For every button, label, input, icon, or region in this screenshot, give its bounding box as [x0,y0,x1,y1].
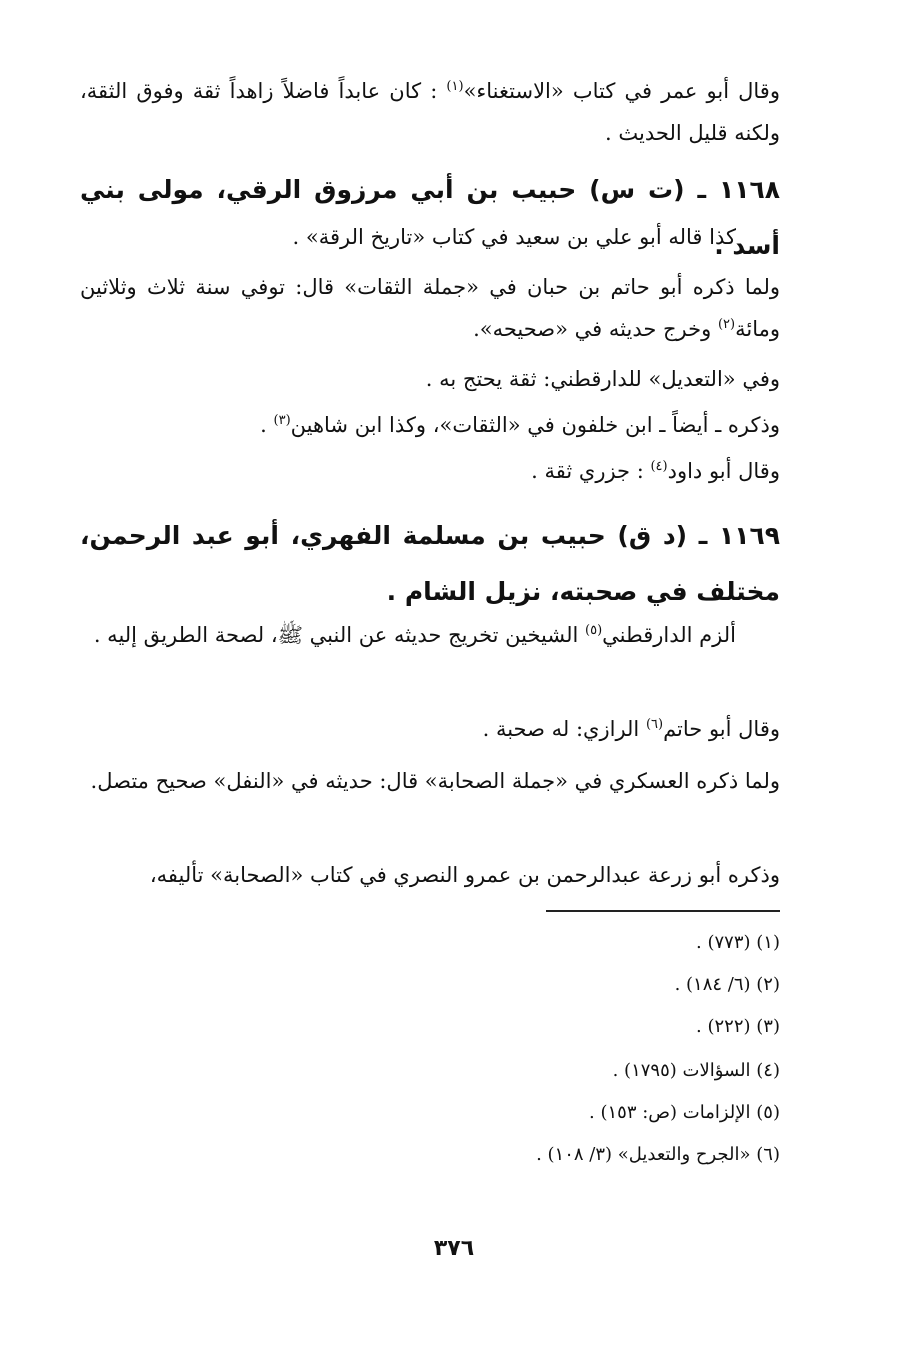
paragraph-abu-ali: كذا قاله أبو علي بن سعيد في كتاب «تاريخ الرقة» . [292,225,736,249]
footnote-ref-4: (٤) [650,459,668,474]
footnote-ref-1: (١) [446,79,464,94]
entry-heading-1168: ١١٦٨ ـ (ت س) حبيب بن أبي مرزوق الرقي، مولى بني أسد . [80,175,780,260]
footnote-5: (٥) الإلزامات (ص: ١٥٣) . [589,1102,780,1123]
footnote-2: (٢) (٦/ ١٨٤) . [674,974,780,995]
paragraph-ibn-khalfun: وذكره ـ أيضاً ـ ابن خلفون في «الثقات»، وكذا ابن شاهين$^{(٣)}$ . [260,413,780,437]
paragraph-daraqutni-tadil: وفي «التعديل» للدارقطني: ثقة يحتج به . [425,367,780,391]
page-number: ٣٧٦ [433,1236,475,1261]
paragraph-abu-hatim: وقال أبو حاتم$^{(٦)}$ الرازي: له صحبة . [482,717,780,741]
paragraph-askari: ولما ذكره العسكري في «جملة الصحابة» قال: حديثه في «النفل» صحيح متصل. [90,769,780,793]
footnote-separator [546,910,780,912]
entry-heading-1169: ١١٦٩ ـ (د ق) حبيب بن مسلمة الفهري، أبو عبد الرحمن، مختلف في صحبته، نزيل الشام . [80,521,780,606]
footnote-3: (٣) (٢٢٢) . [696,1016,780,1037]
paragraph-abu-umar: وقال أبو عمر في كتاب «الاستغناء»$^{(١)}$ : كان عابداً فاضلاً زاهداً ثقة وفوق الثقة، ولكنه قليل الحديث . [80,79,780,145]
paragraph-abu-dawud: وقال أبو داود$^{(٤)}$ : جزري ثقة . [531,459,780,483]
footnote-ref-5: (٥) [585,623,603,638]
paragraph-daraqutni-ilzam: ألزم الدارقطني$^{(٥)}$ الشيخين تخريج حديثه عن النبي ﷺ، لصحة الطريق إليه . [93,623,736,647]
footnote-ref-2: (٢) [717,317,736,332]
footnote-1: (١) (٧٧٣) . [696,932,780,953]
footnote-ref-6: (٦) [645,717,664,732]
footnote-6: (٦) «الجرح والتعديل» (٣/ ١٠٨) . [536,1144,780,1165]
paragraph-abu-zura: وذكره أبو زرعة عبدالرحمن بن عمرو النصري في كتاب «الصحابة» تأليفه، [149,863,780,887]
footnote-4: (٤) السؤالات (١٧٩٥) . [612,1060,780,1081]
paragraph-ibn-hibban: ولما ذكره أبو حاتم بن حبان في «جملة الثقات» قال: توفي سنة ثلاث وثلاثين ومائة$^{(٢)}$ وخرج حديثه في «صحيحه». [80,275,780,341]
footnote-ref-3: (٣) [273,413,291,428]
